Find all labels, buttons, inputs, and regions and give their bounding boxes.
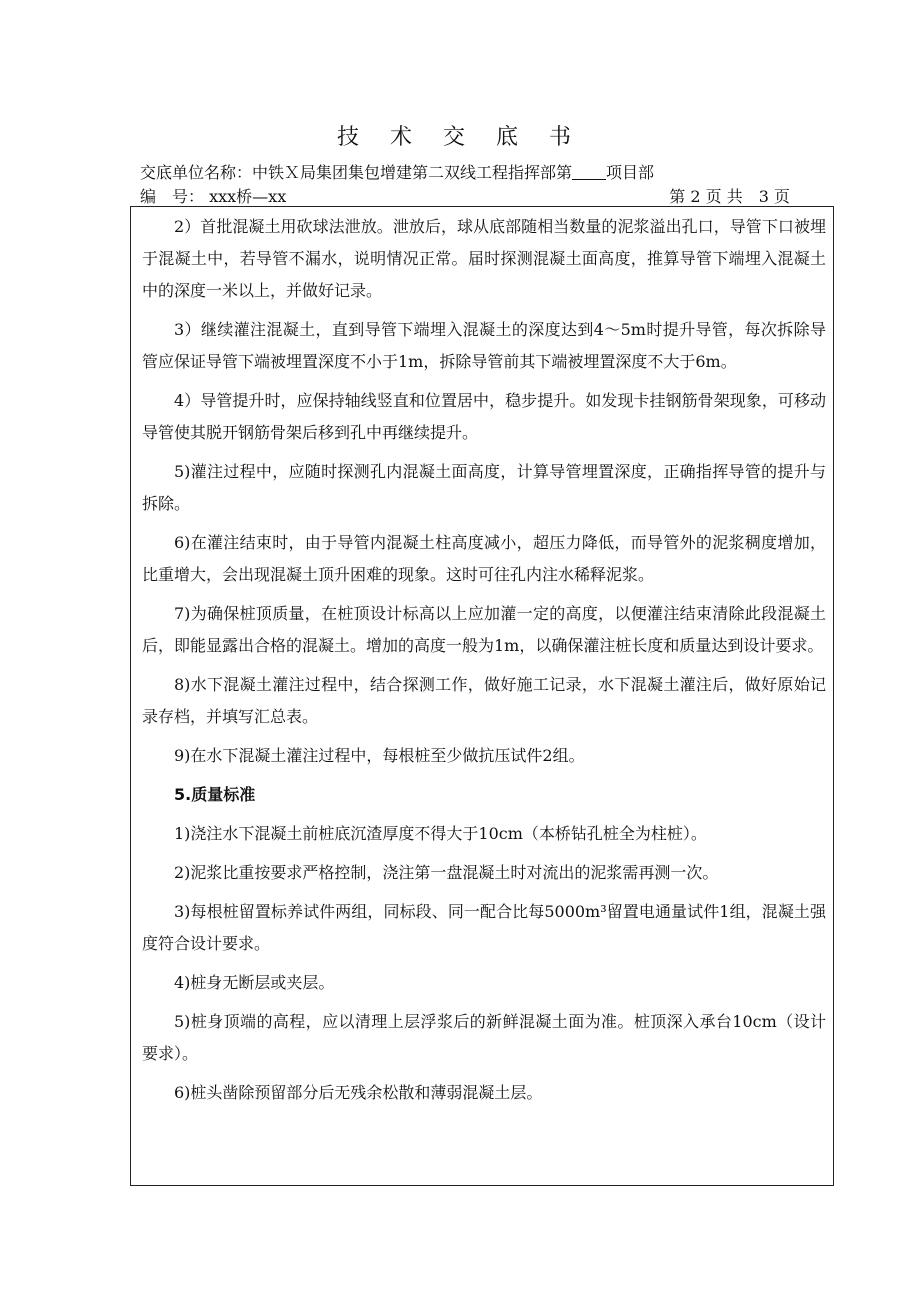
unit-name-suffix: 项目部 [606, 163, 655, 182]
unit-name-label: 交底单位名称： [140, 163, 253, 182]
paragraph-5: 5)灌注过程中，应随时探测孔内混凝土面高度，计算导管埋置深度，正确指挥导管的提升与拆除。 [142, 462, 826, 513]
section-heading-quality: 5.质量标准 [174, 785, 256, 804]
unit-name-line [140, 160, 654, 183]
quality-item-1: 1)浇注水下混凝土前桩底沉渣厚度不得大于10cm（本桥钻孔桩全为柱桩）。 [174, 824, 707, 843]
quality-item-6: 6)桩头凿除预留部分后无残余松散和薄弱混凝土层。 [174, 1083, 543, 1102]
project-number-blank[interactable] [572, 165, 606, 180]
paragraph-4: 4）导管提升时，应保持轴线竖直和位置居中，稳步提升。如发现卡挂钢筋骨架现象，可移动导管使其脱开钢筋骨架后移到孔中再继续提升。 [142, 391, 826, 442]
quality-item-3: 3)每根桩留置标养试件两组，同标段、同一配合比每5000m³留置电通量试件1组，混凝土强度符合设计要求。 [142, 902, 826, 953]
paragraph-6: 6)在灌注结束时，由于导管内混凝土柱高度减小，超压力降低，而导管外的泥浆稠度增加，比重增大，会出现混凝土顶升困难的现象。这时可往孔内注水稀释泥浆。 [142, 533, 826, 584]
content-box [130, 206, 834, 1186]
code-line [140, 184, 790, 207]
content-body [142, 211, 826, 1116]
quality-item-4: 4)桩身无断层或夹层。 [174, 973, 335, 992]
paragraph-2: 2）首批混凝土用砍球法泄放。泄放后，球从底部随相当数量的泥浆溢出孔口，导管下口被埋于混凝土中，若导管不漏水，说明情况正常。届时探测混凝土面高度，推算导管下端埋入混凝土中的深度一米以上，并做好记录。 [142, 217, 826, 300]
unit-name-value: 中铁Ｘ局集团集包增建第二双线工程指挥部第 [252, 163, 573, 182]
paragraph-8: 8)水下混凝土灌注过程中，结合探测工作，做好施工记录，水下混凝土灌注后，做好原始记录存档，并填写汇总表。 [142, 675, 826, 726]
paragraph-3: 3）继续灌注混凝土，直到导管下端埋入混凝土的深度达到4～5m时提升导管，每次拆除导管应保证导管下端被埋置深度不小于1m，拆除导管前其下端被埋置深度不大于6m。 [142, 320, 826, 371]
code-label: 编 号： [140, 187, 205, 206]
page-info: 第 2 页 共 3 页 [669, 187, 790, 206]
paragraph-9: 9)在水下混凝土灌注过程中，每根桩至少做抗压试件2组。 [174, 746, 585, 765]
code-value: xxx桥—xx [209, 187, 287, 206]
paragraph-7: 7)为确保桩顶质量，在桩顶设计标高以上应加灌一定的高度，以便灌注结束清除此段混凝土后，即能显露出合格的混凝土。增加的高度一般为1m，以确保灌注桩长度和质量达到设计要求。 [142, 604, 826, 655]
quality-item-2: 2)泥浆比重按要求严格控制，浇注第一盘混凝土时对流出的泥浆需再测一次。 [174, 863, 719, 882]
quality-item-5: 5)桩身顶端的高程，应以清理上层浮浆后的新鲜混凝土面为准。桩顶深入承台10cm（设计要求）。 [142, 1012, 826, 1063]
document-title: 技 术 交 底 书 [337, 125, 583, 150]
